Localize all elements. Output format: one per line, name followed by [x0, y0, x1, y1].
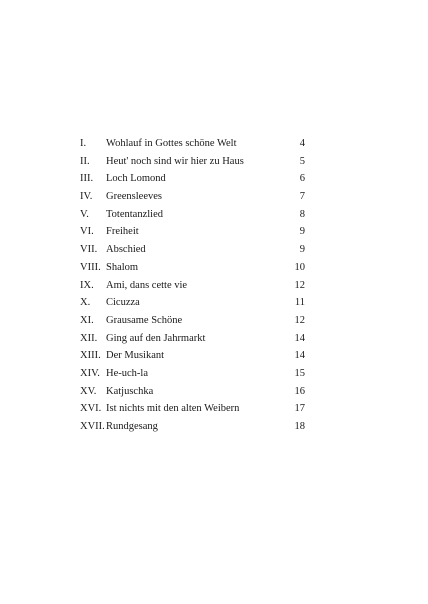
toc-entry-title: Abschied: [106, 244, 146, 256]
toc-entry-page: 5: [299, 155, 305, 167]
toc-entry-number: VII.: [80, 244, 98, 256]
toc-entry-page: 14: [294, 332, 305, 344]
toc-entry: [80, 418, 305, 436]
toc-entry-page: 18: [294, 421, 305, 432]
toc-entry: [80, 277, 305, 295]
toc-entry-page: 10: [294, 261, 305, 273]
toc-entry: [80, 400, 305, 418]
toc-entry-title: Ging auf den Jahrmarkt: [106, 332, 206, 344]
toc-entry-page: 6: [299, 173, 305, 185]
toc-entry: [80, 241, 305, 259]
toc-entry-number: XI.: [80, 314, 94, 326]
toc-entry-title: Totentanzlied: [106, 208, 163, 220]
toc-entry-title: Greensleeves: [106, 191, 162, 203]
toc-entry: [80, 170, 305, 188]
toc-entry-title: Rundgesang: [106, 421, 158, 432]
toc-entry: [80, 294, 305, 312]
toc-entry: [80, 312, 305, 330]
toc-entry-title: Wohlauf in Gottes schöne Welt: [106, 138, 237, 149]
toc-entry-title: Loch Lomond: [106, 173, 166, 185]
toc-entry-title: Ist nichts mit den alten Weibern: [106, 403, 240, 415]
toc-entry-title: Der Musikant: [106, 350, 165, 362]
toc-entry-page: 12: [294, 314, 305, 326]
toc-entry: [80, 206, 305, 224]
toc-entry-page: 9: [299, 244, 305, 256]
toc-entry-number: XVI.: [80, 403, 102, 415]
toc-entry: [80, 365, 305, 383]
toc-entry-title: Freiheit: [106, 226, 139, 238]
toc-entry-title: He-uch-la: [106, 367, 148, 379]
toc-entry-title: Cicuzza: [106, 297, 140, 309]
toc-entry-number: XVII.: [80, 421, 105, 432]
toc-entry-number: VI.: [80, 226, 94, 238]
toc-entry-page: 4: [299, 138, 305, 149]
toc-entry-title: Katjuschka: [106, 385, 154, 397]
toc-entry: [80, 347, 305, 365]
toc-entry-number: XIII.: [80, 350, 101, 362]
toc-entry-number: IX.: [80, 279, 94, 291]
toc-entry-number: II.: [80, 155, 90, 167]
toc-entry-title: Shalom: [106, 261, 139, 273]
toc-entry-page: 16: [294, 385, 305, 397]
toc-entry: [80, 383, 305, 401]
toc-entry: [80, 135, 305, 153]
toc-entry-number: XII.: [80, 332, 98, 344]
toc-entry-title: Heut' noch sind wir hier zu Haus: [106, 155, 244, 167]
toc-entry-number: III.: [80, 173, 94, 185]
toc-entry-number: XV.: [80, 385, 97, 397]
toc-entry-page: 12: [294, 279, 305, 291]
toc-entry-number: VIII.: [80, 261, 101, 273]
toc-entry: [80, 259, 305, 277]
toc-entry-page: 14: [294, 350, 305, 362]
toc-entry: [80, 153, 305, 171]
toc-entry-page: 17: [294, 403, 305, 415]
toc-entry-number: V.: [80, 208, 89, 220]
toc-entry-number: X.: [80, 297, 91, 309]
toc-entry-title: Ami, dans cette vie: [106, 279, 188, 291]
toc-entry-page: 15: [294, 367, 305, 379]
toc-entry-number: XIV.: [80, 367, 100, 379]
toc-entry: [80, 223, 305, 241]
toc-entry-title: Grausame Schöne: [106, 314, 183, 326]
toc-entry-number: I.: [80, 138, 87, 149]
table-of-contents: [80, 135, 305, 436]
toc-entry: [80, 330, 305, 348]
toc-entry-page: 7: [299, 191, 305, 203]
toc-entry: [80, 188, 305, 206]
toc-entry-page: 8: [299, 208, 305, 220]
toc-entry-number: IV.: [80, 191, 93, 203]
toc-entry-page: 11: [294, 297, 305, 309]
toc-entry-page: 9: [299, 226, 305, 238]
